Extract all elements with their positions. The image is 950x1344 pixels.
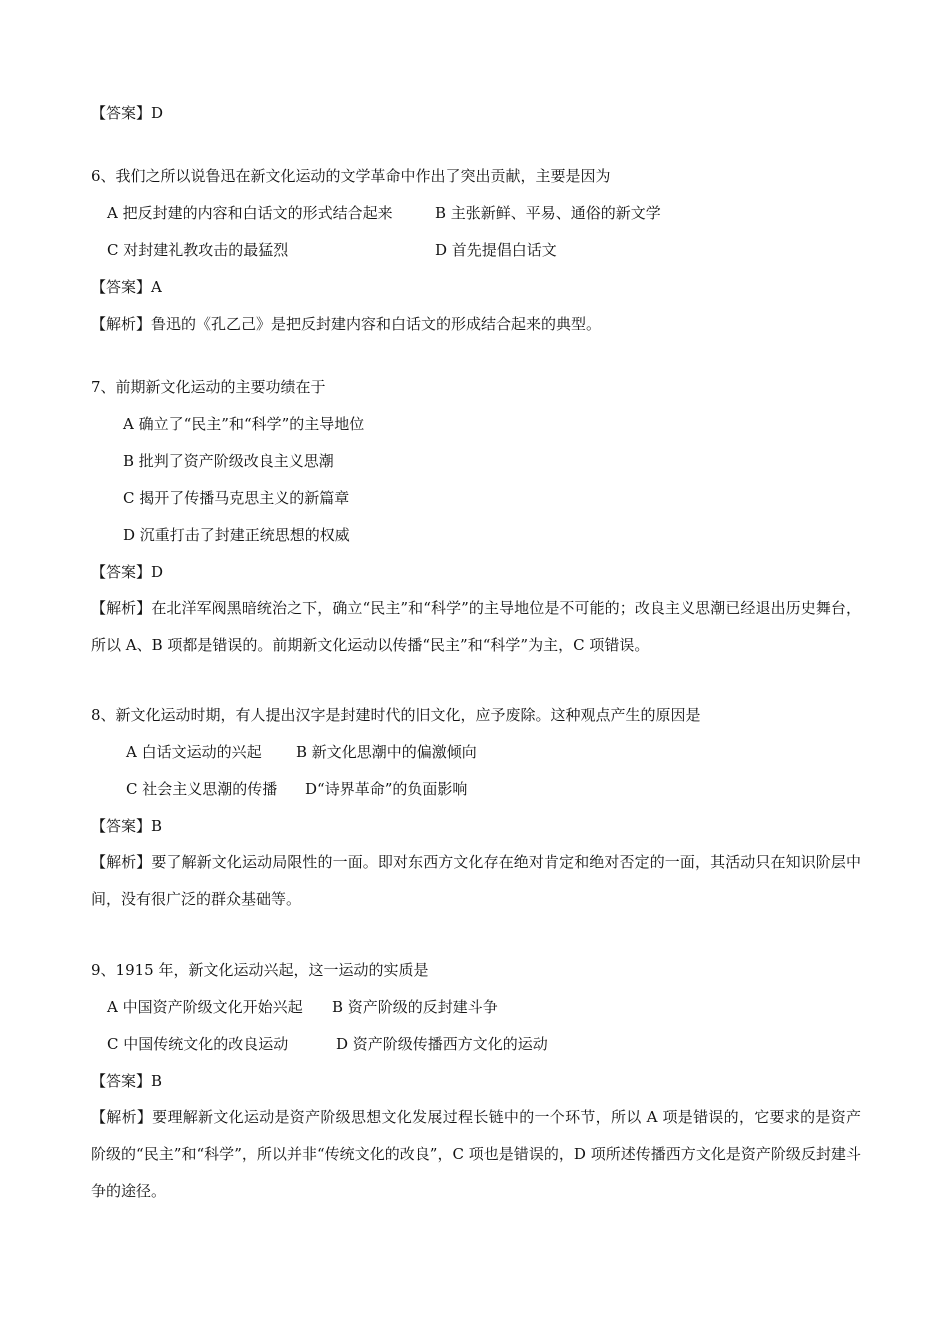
- q6-option-a: A 把反封建的内容和白话文的形式结合起来: [107, 204, 393, 222]
- q8-options-row2: [126, 779, 468, 799]
- q8-answer: 【答案】B: [91, 817, 163, 835]
- q8-option-c: C 社会主义思潮的传播: [126, 780, 278, 798]
- q6-option-d: D 首先提倡白话文: [435, 241, 557, 259]
- q8-options-row1: [126, 742, 477, 762]
- q6-option-c: C 对封建礼教攻击的最猛烈: [107, 241, 289, 259]
- q7-analysis: 【解析】在北洋军阀黑暗统治之下，确立“民主”和“科学”的主导地位是不可能的；改良主义思潮已经退出历史舞台，所以 A、B 项都是错误的。前期新文化运动以传播“民主”和“科学”为主，C 项错误。: [91, 599, 861, 654]
- q6-analysis: 【解析】鲁迅的《孔乙己》是把反封建内容和白话文的形成结合起来的典型。: [91, 315, 602, 333]
- q6-stem: 6、我们之所以说鲁迅在新文化运动的文学革命中作出了突出贡献，主要是因为: [91, 167, 611, 185]
- q8-option-d: D“诗界革命”的负面影响: [305, 780, 468, 798]
- q9-options-row1: [107, 997, 498, 1017]
- q7-stem: 7、前期新文化运动的主要功绩在于: [91, 378, 326, 396]
- q9-option-a: A 中国资产阶级文化开始兴起: [107, 998, 303, 1016]
- q9-options-row2: [107, 1034, 548, 1054]
- q8-analysis: 【解析】要了解新文化运动局限性的一面。即对东西方文化存在绝对肯定和绝对否定的一面，其活动只在知识阶层中间，没有很广泛的群众基础等。: [91, 853, 861, 908]
- q9-stem: 9、1915 年，新文化运动兴起，这一运动的实质是: [91, 961, 429, 979]
- q6-options-row1: [107, 203, 661, 223]
- q9-option-b: B 资产阶级的反封建斗争: [332, 998, 498, 1016]
- q7-option-c: C 揭开了传播马克思主义的新篇章: [123, 489, 350, 507]
- q8-option-a: A 白话文运动的兴起: [126, 743, 262, 761]
- q9-analysis: 【解析】要理解新文化运动是资产阶级思想文化发展过程长链中的一个环节，所以 A 项是错误的，它要求的是资产阶级的“民主”和“科学”，所以并非“传统文化的改良”，C 项也是错误的，D 项所述传播西方文化是资产阶级反封建斗争的途径。: [91, 1108, 861, 1200]
- q7-option-d: D 沉重打击了封建正统思想的权威: [123, 526, 350, 544]
- q6-answer: 【答案】A: [91, 278, 162, 296]
- q6-options-row2: [107, 240, 557, 260]
- q9-option-d: D 资产阶级传播西方文化的运动: [336, 1035, 548, 1053]
- q7-option-b: B 批判了资产阶级改良主义思潮: [123, 452, 334, 470]
- q9-option-c: C 中国传统文化的改良运动: [107, 1035, 289, 1053]
- q8-stem: 8、新文化运动时期，有人提出汉字是封建时代的旧文化，应予废除。这种观点产生的原因是: [91, 706, 701, 724]
- answer-prev: 【答案】D: [91, 104, 164, 122]
- q8-option-b: B 新文化思潮中的偏激倾向: [296, 743, 477, 761]
- q6-option-b: B 主张新鲜、平易、通俗的新文学: [435, 204, 661, 222]
- q7-option-a: A 确立了“民主”和“科学”的主导地位: [123, 415, 365, 433]
- q7-answer: 【答案】D: [91, 563, 164, 581]
- q9-answer: 【答案】B: [91, 1072, 163, 1090]
